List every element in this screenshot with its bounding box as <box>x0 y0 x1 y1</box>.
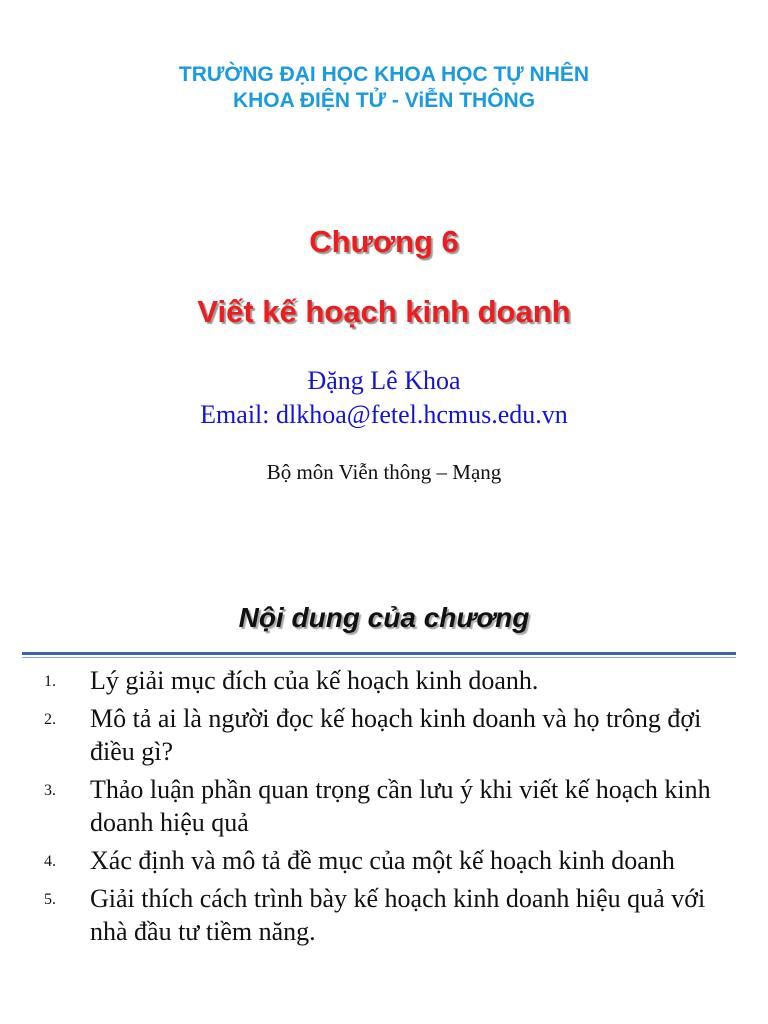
objective-item <box>0 882 768 948</box>
school-name: TRƯỜNG ĐẠI HỌC KHOA HỌC TỰ NHÊN <box>178 63 590 86</box>
chapter-number: Chương 6 <box>309 224 459 259</box>
heading-divider <box>22 652 736 659</box>
objective-number: 4. <box>44 853 56 870</box>
objective-number: 3. <box>44 782 56 799</box>
contents-heading: Nội dung của chương <box>238 602 530 633</box>
objective-text: Mô tả ai là người đọc kế hoạch kinh doanh và họ trông đợi điều gì? <box>90 704 702 766</box>
divider-thin-line <box>22 657 736 658</box>
divider-thick-line <box>22 652 736 655</box>
department-name: Bộ môn Viễn thông – Mạng <box>266 460 502 484</box>
author-email: Email: dlkhoa@fetel.hcmus.edu.vn <box>200 400 568 429</box>
objective-item <box>0 702 768 768</box>
author-name: Đặng Lê Khoa <box>307 366 461 395</box>
objective-item <box>0 844 768 877</box>
faculty-name: KHOA ĐIỆN TỬ - ViỄN THÔNG <box>232 89 536 112</box>
objective-number: 5. <box>44 891 56 908</box>
objective-text: Thảo luận phần quan trọng cần lưu ý khi viết kế hoạch kinh doanh hiệu quả <box>90 775 711 837</box>
objectives-list <box>0 664 768 953</box>
objective-number: 1. <box>44 673 56 690</box>
objective-item <box>0 664 768 697</box>
objective-text: Xác định và mô tả đề mục của một kế hoạch kinh doanh <box>90 846 675 875</box>
objective-text: Lý giải mục đích của kế hoạch kinh doanh. <box>90 666 539 695</box>
title-slide <box>0 0 768 510</box>
objective-text: Giải thích cách trình bày kế hoạch kinh doanh hiệu quả với nhà đầu tư tiềm năng. <box>90 884 706 946</box>
objective-number: 2. <box>44 711 56 728</box>
chapter-title: Viết kế hoạch kinh doanh <box>197 294 571 329</box>
objective-item <box>0 773 768 839</box>
